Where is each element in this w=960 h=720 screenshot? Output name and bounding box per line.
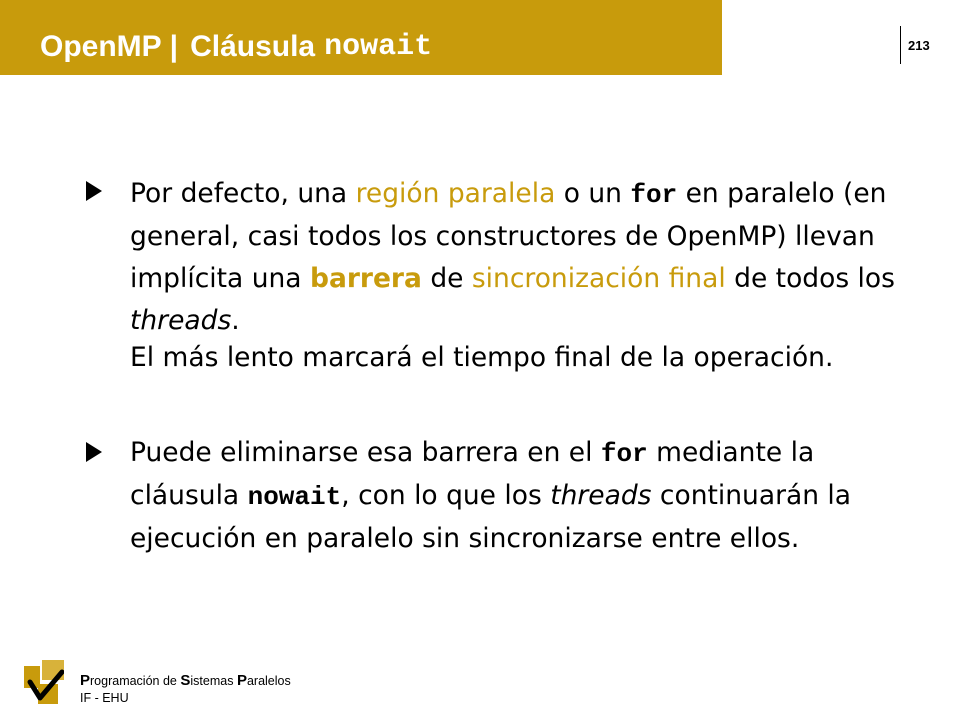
- topic-title: Cláusula: [190, 30, 316, 63]
- b2-text-1: Puede eliminarse esa barrera en el: [130, 437, 601, 468]
- slide-title: [40, 22, 432, 72]
- b1-text-5: de todos los: [725, 263, 895, 294]
- b1-text-1: Por defecto, una: [130, 178, 356, 209]
- b2-text-3: , con lo que los: [341, 480, 551, 511]
- b1-text-2: o un: [555, 178, 631, 209]
- footer-cap-s: S: [180, 672, 191, 689]
- b1-code-for: for: [630, 180, 678, 210]
- b1-highlight-barrier: barrera: [309, 263, 422, 294]
- bullet-1-text: [130, 173, 920, 342]
- title-separator: |: [169, 30, 179, 63]
- bullet-2-text: [130, 432, 920, 560]
- checkmark-logo-icon: [24, 660, 64, 706]
- b1-text-6: .: [231, 305, 240, 336]
- footer-course: [80, 672, 291, 690]
- triangle-bullet-icon: [85, 441, 103, 463]
- b1-text-4: de: [421, 263, 472, 294]
- b2-em-threads: threads: [550, 480, 652, 511]
- b1-highlight-region: región paralela: [355, 178, 556, 209]
- section-title: OpenMP: [40, 30, 162, 63]
- footer-cap-p2: P: [236, 672, 247, 689]
- b2-text-2: mediante la cláusula: [130, 437, 815, 511]
- footer-cap-p: P: [80, 672, 91, 689]
- topic-code: nowait: [324, 30, 433, 64]
- footer-word-3: aralelos: [246, 674, 291, 688]
- page-number-divider: [900, 26, 901, 64]
- bullet-1-note: El más lento marcará el tiempo final de la operación.: [130, 342, 834, 373]
- b2-code-for: for: [600, 439, 648, 469]
- b2-text-4: continuarán la ejecución en paralelo sin sincronizarse entre ellos.: [130, 480, 852, 554]
- footer-word-2: istemas: [190, 674, 234, 688]
- footer-word-1: rogramación: [90, 674, 160, 688]
- b1-em-threads: threads: [130, 305, 232, 336]
- b1-text-3: en paralelo (en general, casi todos los constructores de OpenMP) llevan implícita una: [130, 178, 887, 294]
- triangle-bullet-icon: [85, 180, 103, 202]
- b1-highlight-sync: sincronización final: [471, 263, 726, 294]
- footer-credits: [80, 672, 291, 707]
- footer-institution: IF - EHU: [80, 691, 129, 705]
- b2-code-nowait: nowait: [247, 482, 342, 512]
- page-number: 213: [908, 38, 930, 53]
- footer-de: de: [159, 674, 181, 688]
